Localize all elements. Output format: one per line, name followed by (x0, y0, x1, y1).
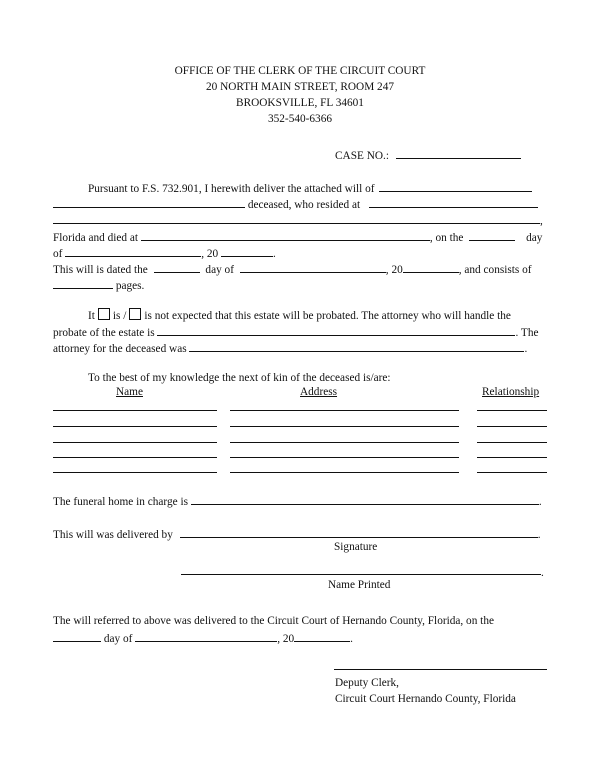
period-text: . (273, 248, 276, 260)
deputy-clerk-signature-field[interactable] (334, 669, 547, 670)
will-year-field[interactable] (403, 261, 459, 273)
clerk-court-name: Circuit Court Hernando County, Florida (335, 693, 516, 705)
delivered-period: . (537, 529, 541, 541)
kin-address-field[interactable] (230, 472, 459, 473)
death-day-field[interactable] (469, 229, 515, 241)
testator-name-field[interactable] (379, 180, 532, 192)
final-twenty-text: , 20 (277, 633, 295, 645)
comma-text: , (540, 215, 543, 227)
day-of-text: day of (205, 264, 234, 276)
kin-relationship-field[interactable] (477, 442, 547, 443)
probate-text: probate of the estate is (53, 327, 155, 339)
case-number-line (335, 147, 521, 163)
twenty-text: , 20 (201, 248, 219, 260)
case-number-label: CASE NO.: (335, 150, 389, 162)
funeral-label: The funeral home in charge is (53, 496, 188, 508)
para2-line1 (88, 308, 511, 323)
para2-line2 (53, 324, 538, 340)
on-the-text: , on the (429, 232, 464, 244)
intro-text: Pursuant to F.S. 732.901, I herewith deliver the attached will of (88, 183, 375, 195)
kin-relationship-header: Relationship (482, 386, 540, 398)
kin-name-field[interactable] (53, 410, 217, 411)
death-month-field[interactable] (65, 245, 201, 257)
para1-line5 (53, 245, 276, 261)
para1-line2 (53, 196, 538, 212)
probate-attorney-field[interactable] (157, 324, 515, 336)
delivery-month-field[interactable] (135, 630, 277, 642)
signature-field[interactable] (180, 526, 538, 538)
of-text: of (53, 248, 63, 260)
para1-line4 (53, 229, 542, 245)
para2-line3 (53, 340, 527, 356)
not-expected-text: is not expected that this estate will be probated. The attorney who will handle the (144, 310, 511, 322)
delivery-year-field[interactable] (294, 630, 350, 642)
kin-name-header: Name (116, 386, 143, 398)
is-expected-checkbox[interactable] (98, 308, 110, 320)
name-printed-period: . (541, 567, 544, 579)
funeral-period: . (538, 496, 542, 508)
the-text: . The (515, 327, 539, 339)
deceased-resided-text: deceased, who resided at (247, 199, 361, 211)
deceased-name-field[interactable] (53, 196, 245, 208)
case-number-field[interactable] (396, 147, 521, 159)
will-month-field[interactable] (240, 261, 386, 273)
kin-relationship-field[interactable] (477, 457, 547, 458)
office-street: 20 NORTH MAIN STREET, ROOM 247 (205, 81, 395, 93)
office-phone: 352-540-6366 (267, 113, 332, 125)
kin-relationship-field[interactable] (477, 426, 547, 427)
dated-text: This will is dated the (53, 264, 148, 276)
deceased-attorney-field[interactable] (189, 340, 524, 352)
kin-address-header: Address (300, 386, 338, 398)
it-text: It (88, 310, 95, 322)
delivered-by-label: This will was delivered by (53, 529, 173, 541)
signature-label: Signature (334, 541, 378, 553)
pages-text: pages. (115, 280, 145, 292)
final-line2 (53, 630, 353, 646)
funeral-line (53, 493, 542, 509)
para1-line1 (88, 180, 532, 196)
kin-relationship-field[interactable] (477, 472, 547, 473)
kin-address-field[interactable] (230, 426, 459, 427)
place-of-death-field[interactable] (141, 229, 430, 241)
pages-count-field[interactable] (53, 277, 113, 289)
kin-relationship-field[interactable] (477, 410, 547, 411)
kin-name-field[interactable] (53, 442, 217, 443)
residence-field[interactable] (369, 196, 538, 208)
period2-text: . (524, 343, 528, 355)
consists-text: , and consists of (458, 264, 532, 276)
deputy-clerk-title: Deputy Clerk, (335, 677, 400, 689)
office-title: OFFICE OF THE CLERK OF THE CIRCUIT COURT (174, 65, 426, 77)
delivery-day-field[interactable] (53, 630, 101, 642)
death-year-field[interactable] (221, 245, 273, 257)
will-day-field[interactable] (154, 261, 200, 273)
para1-line7 (53, 277, 144, 293)
delivered-line (53, 526, 541, 542)
name-printed-field[interactable] (181, 574, 541, 575)
final-line1: The will referred to above was delivered to the Circuit Court of Hernando County, Florida, on the (53, 615, 494, 627)
florida-died-text: Florida and died at (53, 232, 139, 244)
kin-address-field[interactable] (230, 410, 459, 411)
residence-field-continued[interactable] (53, 212, 540, 224)
final-period-text: . (350, 633, 353, 645)
attorney-was-text: attorney for the deceased was (53, 343, 187, 355)
kin-address-field[interactable] (230, 457, 459, 458)
is-not-expected-checkbox[interactable] (129, 308, 141, 320)
name-printed-label: Name Printed (328, 579, 391, 591)
kin-name-field[interactable] (53, 472, 217, 473)
final-day-of-text: day of (103, 633, 133, 645)
para1-line6 (53, 261, 532, 277)
kin-name-field[interactable] (53, 426, 217, 427)
kin-intro: To the best of my knowledge the next of kin of the deceased is/are: (88, 372, 391, 384)
kin-name-field[interactable] (53, 457, 217, 458)
is-text: is / (112, 310, 127, 322)
twenty2-text: , 20 (385, 264, 403, 276)
kin-address-field[interactable] (230, 442, 459, 443)
day-text: day (526, 232, 543, 244)
office-city: BROOKSVILLE, FL 34601 (236, 97, 364, 109)
para1-line3 (53, 212, 543, 228)
funeral-home-field[interactable] (191, 493, 539, 505)
